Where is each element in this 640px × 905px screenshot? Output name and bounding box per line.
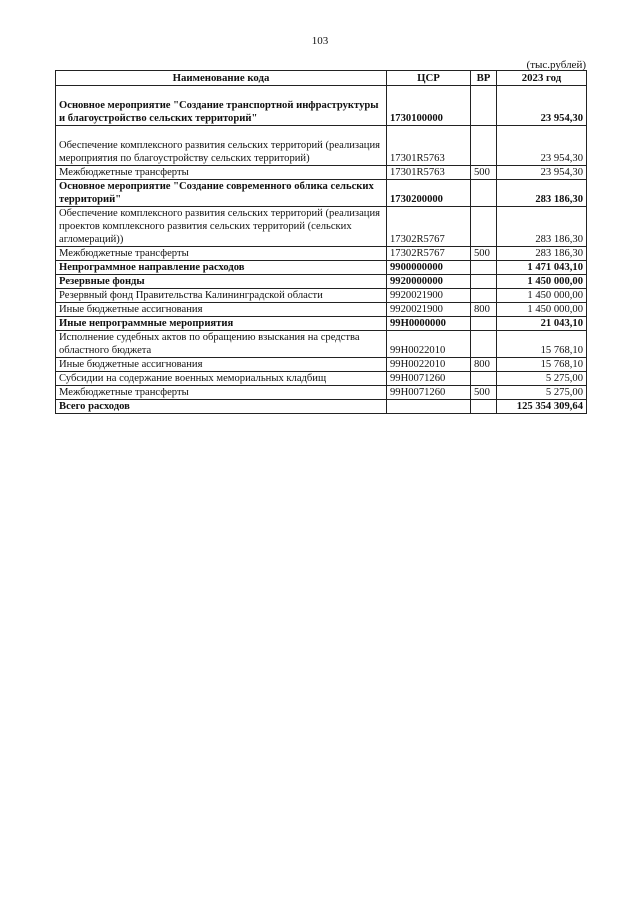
header-year: 2023 год bbox=[497, 71, 587, 86]
row-vr bbox=[471, 126, 497, 166]
table-row-total bbox=[56, 400, 587, 414]
table-row bbox=[56, 247, 587, 261]
row-name: Резервный фонд Правительства Калининградской области bbox=[56, 289, 387, 303]
row-vr: 500 bbox=[471, 386, 497, 400]
row-amount: 125 354 309,64 bbox=[497, 400, 587, 414]
row-csr: 99Н0022010 bbox=[387, 358, 471, 372]
row-vr bbox=[471, 275, 497, 289]
row-amount: 283 186,30 bbox=[497, 247, 587, 261]
row-csr bbox=[387, 400, 471, 414]
row-name: Обеспечение комплексного развития сельских территорий (реализация мероприятия по благоустройству сельских территорий) bbox=[56, 126, 387, 166]
row-vr bbox=[471, 180, 497, 207]
row-amount: 5 275,00 bbox=[497, 372, 587, 386]
row-name: Межбюджетные трансферты bbox=[56, 386, 387, 400]
table-row bbox=[56, 166, 587, 180]
table-row bbox=[56, 261, 587, 275]
header-name: Наименование кода bbox=[56, 71, 387, 86]
table-row bbox=[56, 86, 587, 126]
row-csr: 99Н0022010 bbox=[387, 331, 471, 358]
row-csr: 99Н0071260 bbox=[387, 372, 471, 386]
row-vr bbox=[471, 317, 497, 331]
row-name: Непрограммное направление расходов bbox=[56, 261, 387, 275]
row-vr bbox=[471, 289, 497, 303]
table-row bbox=[56, 331, 587, 358]
table-row bbox=[56, 207, 587, 247]
table-row bbox=[56, 180, 587, 207]
row-amount: 5 275,00 bbox=[497, 386, 587, 400]
row-amount: 1 450 000,00 bbox=[497, 303, 587, 317]
row-name: Межбюджетные трансферты bbox=[56, 247, 387, 261]
row-amount: 23 954,30 bbox=[497, 86, 587, 126]
row-name: Всего расходов bbox=[56, 400, 387, 414]
table-row bbox=[56, 317, 587, 331]
table-row bbox=[56, 275, 587, 289]
row-amount: 23 954,30 bbox=[497, 166, 587, 180]
row-name: Основное мероприятие "Создание современного облика сельских территорий" bbox=[56, 180, 387, 207]
row-amount: 23 954,30 bbox=[497, 126, 587, 166]
row-vr bbox=[471, 372, 497, 386]
table-row bbox=[56, 372, 587, 386]
table-row bbox=[56, 289, 587, 303]
row-csr: 17301R5763 bbox=[387, 126, 471, 166]
row-name: Обеспечение комплексного развития сельских территорий (реализация проектов комплексного развития сельских территорий (сельских агломераций)) bbox=[56, 207, 387, 247]
table-header-row bbox=[56, 71, 587, 86]
row-vr bbox=[471, 331, 497, 358]
row-vr: 500 bbox=[471, 166, 497, 180]
row-csr: 9920021900 bbox=[387, 303, 471, 317]
budget-table bbox=[55, 70, 587, 414]
row-vr bbox=[471, 261, 497, 275]
table-row bbox=[56, 126, 587, 166]
row-csr: 17302R5767 bbox=[387, 207, 471, 247]
row-vr bbox=[471, 207, 497, 247]
row-vr bbox=[471, 86, 497, 126]
row-name: Иные непрограммные мероприятия bbox=[56, 317, 387, 331]
row-amount: 1 450 000,00 bbox=[497, 289, 587, 303]
row-csr: 17301R5763 bbox=[387, 166, 471, 180]
row-vr: 800 bbox=[471, 358, 497, 372]
row-amount: 1 450 000,00 bbox=[497, 275, 587, 289]
row-amount: 283 186,30 bbox=[497, 207, 587, 247]
row-amount: 283 186,30 bbox=[497, 180, 587, 207]
table-row bbox=[56, 386, 587, 400]
row-csr: 9900000000 bbox=[387, 261, 471, 275]
row-vr bbox=[471, 400, 497, 414]
row-csr: 17302R5767 bbox=[387, 247, 471, 261]
row-csr: 99Н0071260 bbox=[387, 386, 471, 400]
row-amount: 21 043,10 bbox=[497, 317, 587, 331]
header-csr: ЦСР bbox=[387, 71, 471, 86]
table-row bbox=[56, 303, 587, 317]
row-name: Межбюджетные трансферты bbox=[56, 166, 387, 180]
page-number: 103 bbox=[311, 35, 329, 47]
row-vr: 800 bbox=[471, 303, 497, 317]
row-vr: 500 bbox=[471, 247, 497, 261]
row-csr: 9920021900 bbox=[387, 289, 471, 303]
row-csr: 9920000000 bbox=[387, 275, 471, 289]
row-amount: 15 768,10 bbox=[497, 331, 587, 358]
row-name: Основное мероприятие "Создание транспортной инфраструктуры и благоустройство сельских территорий" bbox=[56, 86, 387, 126]
header-vr: ВР bbox=[471, 71, 497, 86]
row-name: Субсидии на содержание военных мемориальных кладбищ bbox=[56, 372, 387, 386]
table-row bbox=[56, 358, 587, 372]
row-csr: 1730100000 bbox=[387, 86, 471, 126]
row-csr: 1730200000 bbox=[387, 180, 471, 207]
row-csr: 99Н0000000 bbox=[387, 317, 471, 331]
row-name: Резервные фонды bbox=[56, 275, 387, 289]
row-name: Иные бюджетные ассигнования bbox=[56, 358, 387, 372]
row-amount: 15 768,10 bbox=[497, 358, 587, 372]
row-amount: 1 471 043,10 bbox=[497, 261, 587, 275]
row-name: Иные бюджетные ассигнования bbox=[56, 303, 387, 317]
row-name: Исполнение судебных актов по обращению взыскания на средства областного бюджета bbox=[56, 331, 387, 358]
units-label: (тыс.рублей) bbox=[526, 59, 586, 71]
